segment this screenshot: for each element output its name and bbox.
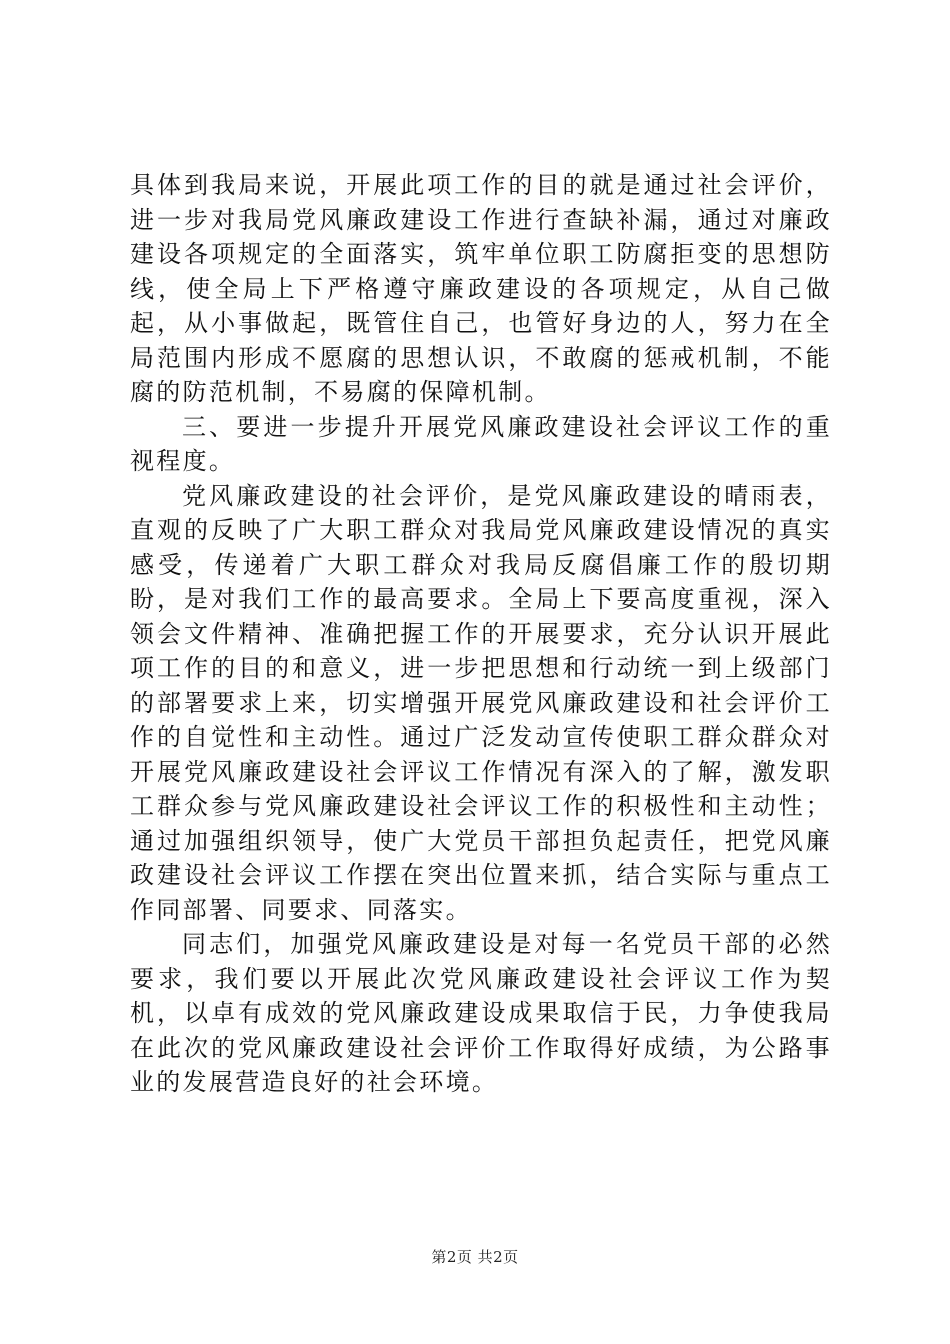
body-paragraph: 党风廉政建设的社会评价，是党风廉政建设的晴雨表，直观的反映了广大职工群众对我局党风廉政建设情况的真实感受，传递着广大职工群众对我局反腐倡廉工作的殷切期盼，是对我们工作的最高要求。全局上下要高度重视，深入领会文件精神、准确把握工作的开展要求，充分认识开展此项工作的目的和意义，进一步把思想和行动统一到上级部门的部署要求上来，切实增强开展党风廉政建设和社会评价工作的自觉性和主动性。通过广泛发动宣传使职工群众群众对开展党风廉政建设社会评议工作情况有深入的了解，激发职工群众参与党风廉政建设社会评议工作的积极性和主动性；通过加强组织领导，使广大党员干部担负起责任，把党风廉政建设社会评议工作摆在突出位置来抓，结合实际与重点工作同部署、同要求、同落实。	[130, 481, 832, 924]
section-heading: 三、要进一步提升开展党风廉政建设社会评议工作的重视程度。	[130, 412, 832, 475]
body-paragraph: 具体到我局来说，开展此项工作的目的就是通过社会评价，进一步对我局党风廉政建设工作进行查缺补漏，通过对廉政建设各项规定的全面落实，筑牢单位职工防腐拒变的思想防线，使全局上下严格遵守廉政建设的各项规定，从自己做起，从小事做起，既管住自己，也管好身边的人，努力在全局范围内形成不愿腐的思想认识，不敢腐的惩戒机制，不能腐的防范机制，不易腐的保障机制。	[130, 171, 832, 406]
document-body	[130, 168, 832, 1100]
page-footer: 第2页 共2页	[431, 1248, 519, 1266]
body-paragraph: 同志们，加强党风廉政建设是对每一名党员干部的必然要求，我们要以开展此次党风廉政建设社会评议工作为契机，以卓有成效的党风廉政建设成果取信于民，力争使我局在此次的党风廉政建设社会评价工作取得好成绩，为公路事业的发展营造良好的社会环境。	[130, 930, 832, 1096]
